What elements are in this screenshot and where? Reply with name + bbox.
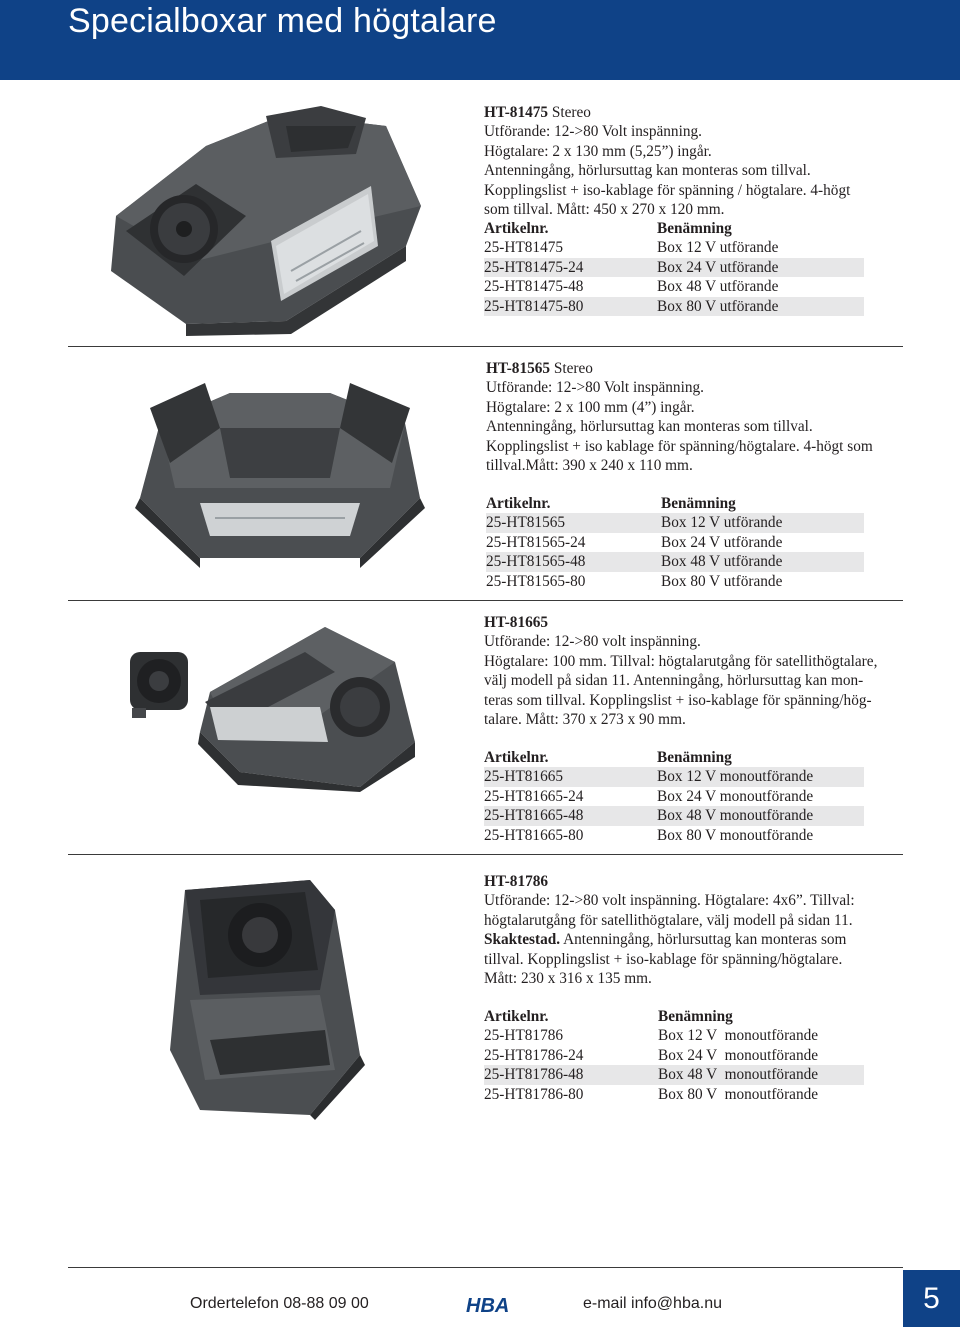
description-line: Kopplingslist + iso-kablage för spänning / högtalare. 4-högt: [484, 181, 851, 199]
description-line: Antenningång, hörlursuttag kan monteras som tillval.: [486, 418, 813, 436]
column-header-artikelnr: Artikelnr.: [486, 495, 551, 512]
article-name: Box 80 V monoutförande: [657, 826, 814, 844]
column-header-benamning: Benämning: [657, 749, 732, 766]
article-number: 25-HT81786: [484, 1027, 564, 1045]
table-row: [484, 1026, 864, 1045]
description-line: Utförande: 12->80 volt inspänning.: [484, 633, 701, 651]
footer-email: e-mail info@hba.nu: [583, 1295, 722, 1312]
article-number: 25-HT81565: [486, 514, 566, 532]
article-name: Box 80 V utförande: [657, 297, 779, 315]
product-model: HT-81565: [486, 360, 551, 377]
description-line: tillval. Kopplingslist + iso-kablage för spänning/högtalare.: [484, 950, 843, 968]
product-description-ht81786: [484, 872, 904, 988]
column-header-artikelnr: Artikelnr.: [484, 220, 549, 237]
article-name: Box 48 V utförande: [661, 553, 783, 571]
table-row: [484, 297, 864, 316]
product-image-ht81475: [86, 96, 446, 336]
article-number: 25-HT81665: [484, 768, 564, 786]
product-image-ht81786: [160, 870, 380, 1120]
table-row: [484, 1046, 864, 1065]
description-line: Kopplingslist + iso kablage för spänning/högtalare. 4-högt som: [486, 437, 873, 455]
article-number: 25-HT81665-24: [484, 787, 584, 805]
page-number: 5: [903, 1270, 960, 1327]
section-divider: [68, 854, 903, 855]
article-name: Box 48 V monoutförande: [657, 807, 814, 825]
article-table-ht81565: [486, 494, 864, 591]
description-line: som tillval. Mått: 450 x 270 x 120 mm.: [484, 201, 725, 219]
table-row: [484, 277, 864, 296]
table-row: [486, 572, 864, 591]
description-line: talare. Mått: 370 x 273 x 90 mm.: [484, 711, 686, 729]
description-line: välj modell på sidan 11. Antenningång, hörlursuttag kan mon-: [484, 672, 864, 690]
description-line: Utförande: 12->80 Volt inspänning.: [484, 123, 702, 141]
table-header-row: [484, 1007, 864, 1026]
description-line: Högtalare: 100 mm. Tillval: högtalarutgång för satellithögtalare,: [484, 652, 878, 670]
description-line: Antenningång, hörlursuttag kan monteras som: [560, 931, 847, 949]
footer-phone: Ordertelefon 08-88 09 00: [190, 1295, 369, 1312]
article-number: 25-HT81786-80: [484, 1085, 584, 1103]
article-name: Box 24 V monoutförande: [658, 1046, 819, 1064]
table-row: [484, 1065, 864, 1084]
footer-divider: [68, 1267, 903, 1268]
product-model: HT-81786: [484, 873, 549, 890]
article-number: 25-HT81475: [484, 239, 564, 257]
article-number: 25-HT81475-80: [484, 297, 584, 315]
article-table-ht81786: [484, 1007, 864, 1104]
article-name: Box 48 V monoutförande: [658, 1066, 819, 1084]
article-name: Box 80 V utförande: [661, 572, 783, 590]
article-number: 25-HT81475-48: [484, 278, 584, 296]
description-line: teras som tillval. Kopplingslist + iso-kablage för spänning/hög-: [484, 691, 872, 709]
table-row: [484, 806, 864, 825]
page-header: [0, 0, 960, 80]
article-name: Box 24 V monoutförande: [657, 787, 814, 805]
product-description-ht81565: [486, 359, 906, 475]
column-header-artikelnr: Artikelnr.: [484, 749, 549, 766]
description-line: Högtalare: 2 x 100 mm (4”) ingår.: [486, 398, 695, 416]
article-name: Box 80 V monoutförande: [658, 1085, 819, 1103]
product-image-ht81665: [110, 622, 425, 792]
page-title: Specialboxar med högtalare: [68, 2, 497, 40]
product-model-suffix: Stereo: [548, 104, 591, 121]
table-header-row: [486, 494, 864, 513]
table-row: [484, 787, 864, 806]
hba-logo: [466, 1293, 508, 1322]
article-number: 25-HT81786-24: [484, 1046, 584, 1064]
article-number: 25-HT81475-24: [484, 258, 584, 276]
table-row: [484, 258, 864, 277]
bold-phrase-skaktestad: Skaktestad.: [484, 931, 561, 949]
description-line: tillval.Mått: 390 x 240 x 110 mm.: [486, 457, 693, 475]
article-number: 25-HT81786-48: [484, 1066, 584, 1084]
table-header-row: [484, 219, 864, 238]
article-table-ht81475: [484, 219, 864, 316]
description-line: Mått: 230 x 316 x 135 mm.: [484, 970, 652, 988]
table-row: [486, 552, 864, 571]
product-model: HT-81475: [484, 104, 549, 121]
product-model: HT-81665: [484, 614, 549, 631]
table-row: [484, 1085, 864, 1104]
column-header-benamning: Benämning: [658, 1008, 733, 1025]
product-description-ht81665: [484, 613, 904, 729]
product-model-suffix: Stereo: [550, 360, 593, 377]
article-name: Box 12 V utförande: [657, 239, 779, 257]
description-line: Utförande: 12->80 volt inspänning. Högtalare: 4x6”. Tillval:: [484, 892, 855, 910]
table-row: [484, 238, 864, 257]
article-number: 25-HT81565-24: [486, 533, 586, 551]
description-line: Antenningång, hörlursuttag kan monteras som tillval.: [484, 162, 811, 180]
column-header-benamning: Benämning: [657, 220, 732, 237]
column-header-benamning: Benämning: [661, 495, 736, 512]
article-name: Box 12 V monoutförande: [657, 768, 814, 786]
table-row: [486, 513, 864, 532]
description-line: högtalarutgång för satellithögtalare, välj modell på sidan 11.: [484, 911, 853, 929]
description-line: Högtalare: 2 x 130 mm (5,25”) ingår.: [484, 142, 712, 160]
article-name: Box 12 V monoutförande: [658, 1027, 819, 1045]
article-number: 25-HT81665-48: [484, 807, 584, 825]
hba-logo-text: HBA: [466, 1295, 508, 1317]
article-name: Box 24 V utförande: [661, 533, 783, 551]
article-name: Box 12 V utförande: [661, 514, 783, 532]
article-number: 25-HT81565-48: [486, 553, 586, 571]
column-header-artikelnr: Artikelnr.: [484, 1008, 549, 1025]
description-line: Utförande: 12->80 Volt inspänning.: [486, 379, 704, 397]
article-name: Box 24 V utförande: [657, 258, 779, 276]
section-divider: [68, 346, 903, 347]
product-description-ht81475: [484, 103, 904, 219]
product-image-ht81565: [120, 368, 440, 568]
section-divider: [68, 600, 903, 601]
table-row: [486, 533, 864, 552]
table-row: [484, 826, 864, 845]
article-number: 25-HT81665-80: [484, 826, 584, 844]
article-table-ht81665: [484, 748, 864, 845]
article-name: Box 48 V utförande: [657, 278, 779, 296]
table-row: [484, 767, 864, 786]
table-header-row: [484, 748, 864, 767]
article-number: 25-HT81565-80: [486, 572, 586, 590]
